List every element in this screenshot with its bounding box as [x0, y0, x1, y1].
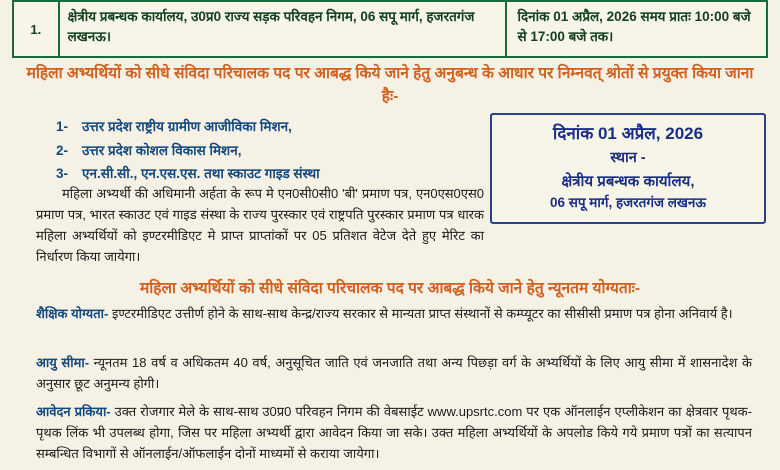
- event-details-box: [490, 113, 766, 224]
- qualification-application-process: [36, 401, 752, 464]
- list-item-number: 1-: [56, 119, 69, 134]
- list-item-label: एन.सी.सी., एन.एस.एस. तथा स्काउट गाइड संस्था: [82, 166, 320, 182]
- qualification-education: [36, 303, 752, 324]
- event-office: क्षेत्रीय प्रबन्धक कार्यालय,: [561, 172, 695, 190]
- event-address: 06 सपू मार्ग, हजरतगंज लखनऊ: [549, 195, 707, 211]
- venue-table: [12, 0, 768, 58]
- list-item: [56, 139, 476, 163]
- qualification-age: [36, 352, 752, 394]
- weightage-paragraph: [36, 183, 484, 267]
- list-item: [56, 115, 476, 139]
- headline-primary: महिला अभ्यर्थियों को सीधे संविदा परिचालक पद पर आबद्ध किये जाने हेतु अनुबन्ध के आधार पर निम्नवत् श्रोतों से प्रयुक्त किया जाना हैः-: [26, 65, 754, 106]
- event-location-label: स्थान -: [610, 150, 646, 167]
- source-list: [56, 115, 476, 186]
- list-item-number: 2-: [56, 142, 69, 158]
- qualification-text: इण्टरमीडिएट उत्तीर्ण होने के साथ-साथ केन्द्र/राज्य सरकार से मान्यता प्राप्त संस्थानों से कम्प्यूटर का सीसीसी प्रमाण पत्र होना अनिवार्य है।: [108, 306, 733, 321]
- qualification-label: आवेदन प्रकिया-: [36, 404, 111, 419]
- qualification-label: आयु सीमा-: [36, 355, 90, 370]
- table-cell-datetime: दिनांक 01 अप्रैल, 2026 समय प्रातः 10:00 बजे से 17:00 बजे तक।: [517, 9, 751, 44]
- qualification-text: उक्त रोजगार मेले के साथ-साथ उ0प्र0 परिवहन निगम की वेबसाईट www.upsrtc.com पर एक ऑनलाईन एप्लीकेशन का क्षेत्रवार पृथक-पृथक लिंक भी उपलब्ध होगा, जिस पर महिला अभ्यर्थी द्वारा आवेदन किया जा सके। उक्त महिला अभ्यर्थियों के अपलोड किये गये प्रमाण पत्रों का सत्यापन सम्बन्धित विभागों से ऑनलाईन/ऑफलाईन दोनों माध्यमों से कराया जायेगा।: [36, 404, 752, 462]
- qualification-label: शैक्षिक योग्यता-: [36, 306, 109, 321]
- list-item-number: 3-: [56, 166, 69, 182]
- headline-secondary: महिला अभ्यर्थियों को सीधे संविदा परिचालक पद पर आबद्ध किये जाने हेतु न्यूनतम योग्यताः-: [139, 280, 641, 297]
- list-item-label: उत्तर प्रदेश कोशल विकास मिशन,: [82, 142, 242, 158]
- weightage-paragraph-text: महिला अभ्यर्थी की अधिमानी अर्हता के रूप मे एन0सी0सी0 'बी' प्रमाण पत्र, एन0एस0एस0 प्रमाण पत्र, भारत स्काउट एवं गाइड संस्था के राज्य पुरस्कार एवं राष्ट्रपति पुरस्कार प्रमाण पत्र धारक महिला अभ्यर्थियों को इण्टरमीडिएट मे प्राप्त प्राप्तांकों पर 05 प्रतिशत वेटेज देते हुए मेरिट का निर्धारण किया जायेगा।: [36, 186, 484, 265]
- event-date: दिनांक 01 अप्रैल, 2026: [552, 124, 704, 143]
- table-cell-serial: 1.: [14, 2, 60, 56]
- list-item-label: उत्तर प्रदेश राष्ट्रीय ग्रामीण आजीविका मिशन,: [82, 119, 292, 134]
- qualification-text: न्यूनतम 18 वर्ष व अधिकतम 40 वर्ष, अनुसूचित जाति एवं जनजाति तथा अन्य पिछड़ा वर्ग के अभ्यर्थियों के लिए आयु सीमा में शासनादेश के अनुसार छूट अनुमन्य होगी।: [36, 355, 752, 392]
- table-cell-venue: क्षेत्रीय प्रबन्धक कार्यालय, उ0प्र0 राज्य सड़क परिवहन निगम, 06 सपू मार्ग, हजरतगंज लखनऊ।: [60, 2, 508, 56]
